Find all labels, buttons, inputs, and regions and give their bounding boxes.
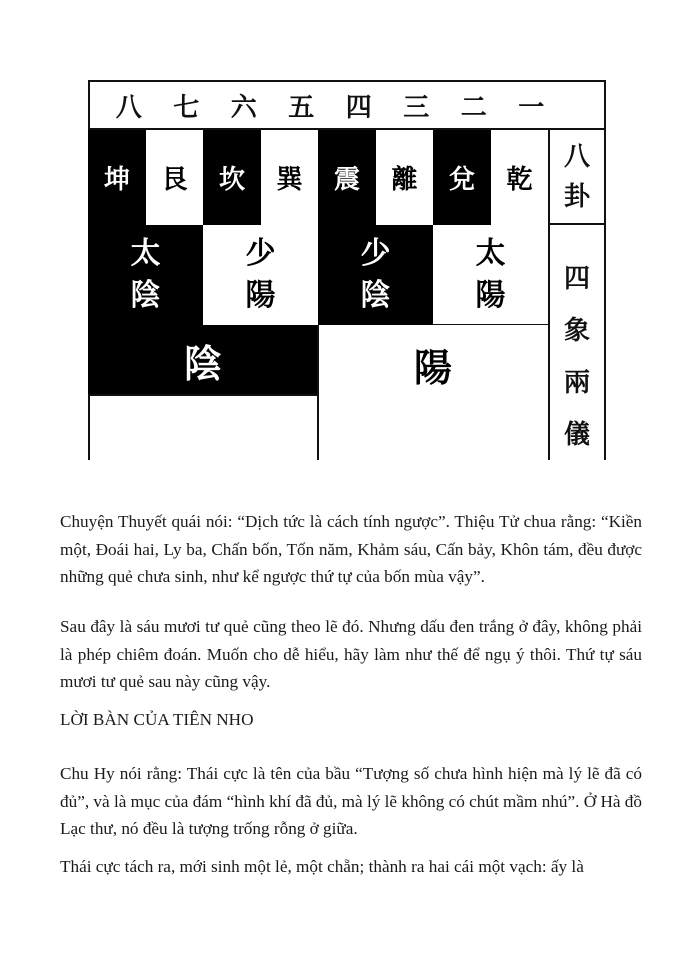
header-number: 八: [115, 92, 142, 123]
paragraph: [60, 760, 642, 843]
four-image-shaoyang: [203, 225, 318, 325]
divider: [317, 325, 319, 460]
four-image-bottom-char: 陰: [360, 278, 391, 313]
trigram-diagram: [88, 80, 606, 460]
label-char: 四: [563, 264, 590, 294]
mode-yin: 陰: [88, 325, 318, 395]
four-image-shaoyin: [318, 225, 433, 325]
label-char: 八: [563, 141, 590, 172]
trigram-gen: 艮: [146, 130, 203, 225]
label-char: 儀: [563, 420, 590, 450]
four-image-bottom-char: 陽: [475, 278, 506, 313]
four-image-bottom-char: 陽: [245, 278, 276, 313]
header-number: 三: [403, 92, 430, 123]
trigram-xun: 巽: [261, 130, 318, 225]
paragraph: [60, 853, 642, 881]
paragraph-text: Chuyện Thuyết quái nói: “Dịch tức là cách tính ngược”. Thiệu Tử chua rằng: “Kiền một, Đoái hai, Ly ba, Chấn bốn, Tốn năm, Khảm sáu, Cấn bảy, Khôn tám, đều được những quẻ chưa sinh, như kể ngược thứ tự của bốn mùa vậy”.: [60, 512, 642, 586]
divider: [88, 394, 318, 396]
trigram-zhen: 震: [318, 130, 376, 225]
paragraph: [60, 613, 642, 696]
paragraph: [60, 508, 642, 591]
trigram-kan: 坎: [203, 130, 261, 225]
trigram-dui: 兌: [433, 130, 491, 225]
number-header-row: [88, 80, 606, 130]
mode-yang: 陽: [318, 325, 548, 405]
header-number: 七: [173, 92, 200, 123]
label-eight-trigrams: [548, 130, 606, 225]
header-number: 二: [460, 92, 487, 123]
header-number: 一: [518, 92, 545, 123]
four-image-top-char: 太: [130, 236, 161, 271]
section-heading: [60, 706, 642, 734]
divider: [88, 395, 90, 460]
section-heading-text: LỜI BÀN CỦA TIÊN NHO: [60, 710, 254, 729]
header-number: 四: [345, 92, 372, 123]
label-char: 象: [563, 316, 590, 346]
trigram-qian: 乾: [491, 130, 548, 225]
four-image-taiyin: [88, 225, 203, 325]
header-number: 五: [288, 92, 315, 123]
paragraph-text: Chu Hy nói rằng: Thái cực là tên của bầu “Tượng số chưa hình hiện mà lý lẽ đã có đủ”, và là mục của đám “hình khí đã đủ, mà lý lẽ không có chút mầm nhú”. Ở Hà đồ Lạc thư, nó đều là tượng trống rỗng ở giữa.: [60, 764, 642, 838]
four-image-top-char: 太: [475, 236, 506, 271]
header-number: 六: [230, 92, 257, 123]
label-char: 卦: [563, 181, 590, 212]
four-image-top-char: 少: [245, 236, 276, 271]
trigram-kun: 坤: [88, 130, 146, 225]
paragraph-text: Thái cực tách ra, mới sinh một lẻ, một chẵn; thành ra hai cái một vạch: ấy là: [60, 857, 584, 876]
label-char: 兩: [563, 368, 590, 398]
four-image-top-char: 少: [360, 236, 391, 271]
trigram-li: 離: [376, 130, 433, 225]
label-four-images-two-modes: [548, 225, 606, 460]
four-image-bottom-char: 陰: [130, 278, 161, 313]
paragraph-text: Sau đây là sáu mươi tư quẻ cũng theo lẽ đó. Nhưng dấu đen trắng ở đây, không phải là phép chiêm đoán. Muốn cho dễ hiểu, hãy làm như thế để ngụ ý thôi. Thứ tự sáu mươi tư quẻ sau này cũng vậy.: [60, 617, 642, 691]
four-image-taiyang: [433, 225, 548, 325]
